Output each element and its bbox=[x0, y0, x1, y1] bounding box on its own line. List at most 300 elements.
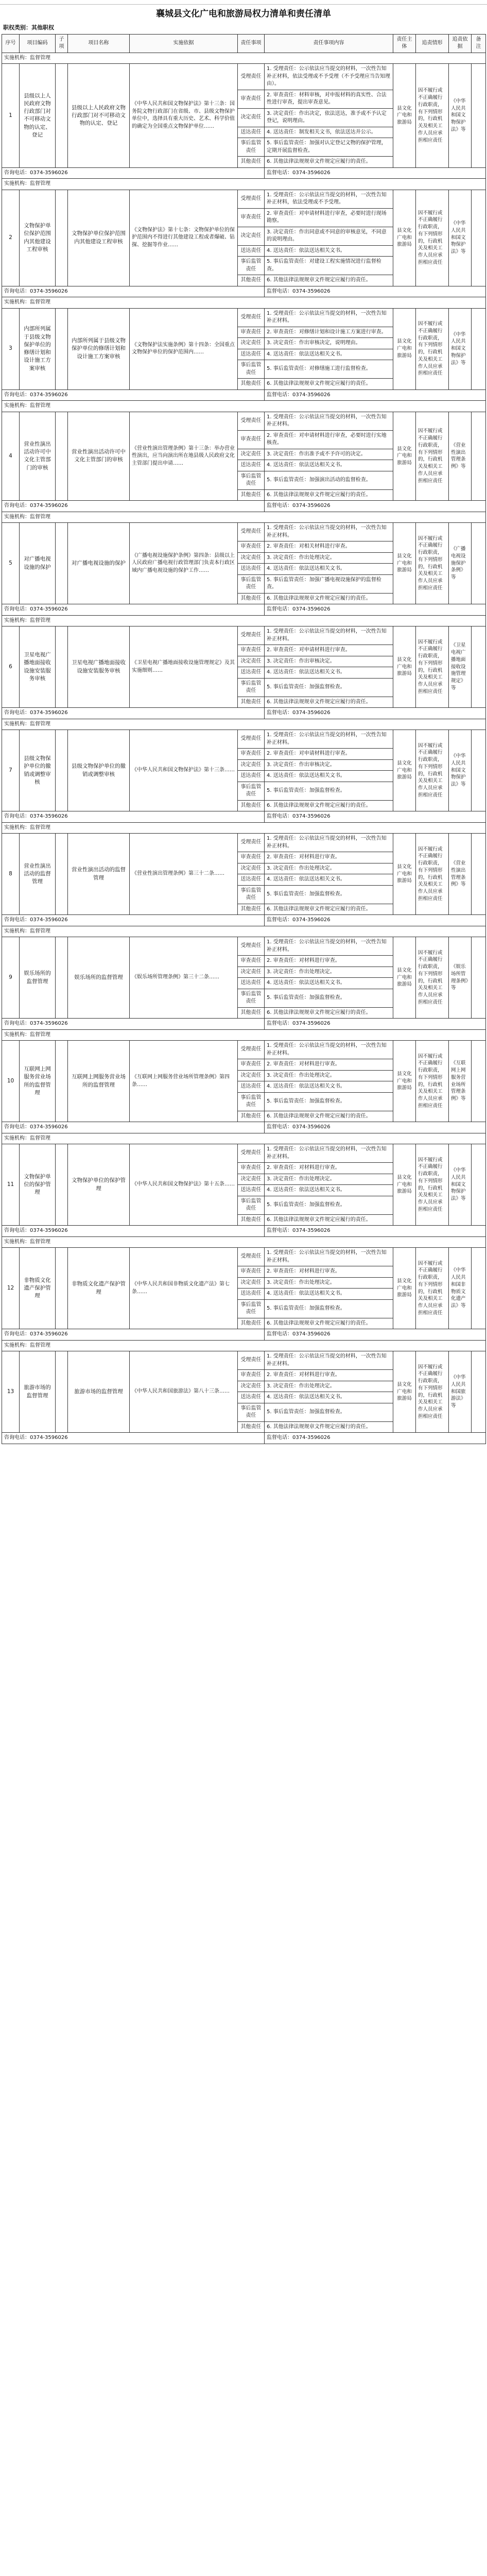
item-title: 县级以上人民政府文物行政部门对不可移动文物的认定、登记 bbox=[68, 64, 130, 168]
item-basis2: 《广播电视设施保护条例》等 bbox=[449, 523, 472, 604]
hotline-cell: 咨询电话：0374-3596026 bbox=[2, 389, 265, 401]
agency-value: 监督管理 bbox=[30, 1135, 50, 1141]
agency-row bbox=[2, 1340, 486, 1351]
item-remark bbox=[472, 523, 486, 604]
table-row bbox=[2, 523, 486, 541]
stage-name: 受理责任 bbox=[238, 834, 265, 852]
stage-text: 5. 事后监管责任：加强监督检查。 bbox=[265, 885, 393, 904]
complaint-cell: 监督电话：0374-3596026 bbox=[265, 604, 486, 616]
stage-name: 其他责任 bbox=[238, 800, 265, 811]
item-sub bbox=[56, 937, 68, 1019]
item-sub bbox=[56, 1248, 68, 1329]
header-subject: 责任主体 bbox=[393, 34, 416, 53]
item-name: 互联网上网服务营业场所的监督管理 bbox=[20, 1041, 56, 1122]
agency-label: 实施机构： bbox=[4, 1342, 30, 1348]
stage-text: 4. 送达责任：依法送达相关文书。 bbox=[265, 667, 393, 679]
stage-text: 1. 受理责任：公示依法应当提交的材料，一次性告知补正材料。 bbox=[265, 1248, 393, 1266]
agency-value: 监督管理 bbox=[30, 617, 50, 623]
item-subject: 县文化广电和旅游局 bbox=[393, 937, 416, 1019]
table-row bbox=[2, 1144, 486, 1163]
stage-text: 1. 受理责任：公示依法应当提交的材料，一次性告知补正材料。 bbox=[265, 1041, 393, 1059]
stage-name: 决定责任 bbox=[238, 1277, 265, 1289]
complaint-cell: 监督电话：0374-3596026 bbox=[265, 286, 486, 297]
stage-name: 送达责任 bbox=[238, 771, 265, 782]
stage-text: 5. 事后监管责任：加强监督检查。 bbox=[265, 1196, 393, 1214]
hotline-cell: 咨询电话：0374-3596026 bbox=[2, 501, 265, 512]
item-name: 内部所列属于县级文物保护单位的修缮计划和设计施工方案审核 bbox=[20, 308, 56, 389]
stage-text: 6. 其他法律法规规章文件规定应履行的责任。 bbox=[265, 1421, 393, 1433]
agency-cell bbox=[2, 822, 486, 834]
complaint-cell: 监督电话：0374-3596026 bbox=[265, 1329, 486, 1341]
stage-text: 6. 其他法律法规规章文件规定应履行的责任。 bbox=[265, 1007, 393, 1019]
stage-name: 其他责任 bbox=[238, 275, 265, 286]
top-rule bbox=[0, 0, 487, 5]
stage-name: 审查责任 bbox=[238, 208, 265, 227]
stage-name: 受理责任 bbox=[238, 523, 265, 541]
item-name: 非物质文化遗产保护管理 bbox=[20, 1248, 56, 1329]
item-seq: 5 bbox=[2, 523, 20, 604]
item-seq: 1 bbox=[2, 64, 20, 168]
stage-text: 1. 受理责任：公示依法应当提交的材料，一次性告知补正材料。 bbox=[265, 412, 393, 430]
header-resp: 责任事项内容 bbox=[265, 34, 393, 53]
table-row bbox=[2, 64, 486, 90]
stage-name: 事后监管责任 bbox=[238, 1299, 265, 1318]
stage-text: 2. 审查责任：对申请材料进行审查。 bbox=[265, 645, 393, 656]
stage-name: 决定责任 bbox=[238, 108, 265, 127]
table-row bbox=[2, 190, 486, 208]
item-title: 娱乐场所的监督管理 bbox=[68, 937, 130, 1019]
item-accountability: 因不履行或不正确履行行政职责，有下列情形的，行政机关及相关工作人员应承担相应责任 bbox=[416, 1144, 449, 1226]
item-accountability: 因不履行或不正确履行行政职责，有下列情形的，行政机关及相关工作人员应承担相应责任 bbox=[416, 190, 449, 286]
stage-name: 其他责任 bbox=[238, 1421, 265, 1433]
hotline-row bbox=[2, 708, 486, 719]
hotline-row bbox=[2, 286, 486, 297]
stage-name: 送达责任 bbox=[238, 460, 265, 471]
stage-text: 2. 审查责任：对修缮计划和设计施工方案进行审查。 bbox=[265, 327, 393, 338]
stage-text: 3. 决定责任：作出审核决定，说明理由。 bbox=[265, 338, 393, 349]
agency-value: 监督管理 bbox=[30, 299, 50, 306]
item-basis2: 《中华人民共和国旅游法》等 bbox=[449, 1351, 472, 1433]
agency-label: 实施机构： bbox=[4, 1031, 30, 1038]
stage-text: 4. 送达责任：依法送达相关文书。 bbox=[265, 1081, 393, 1093]
item-basis2: 《营业性演出管理条例》等 bbox=[449, 834, 472, 915]
agency-cell bbox=[2, 926, 486, 937]
stage-text: 3. 决定责任：作出处理决定。 bbox=[265, 1381, 393, 1392]
item-title: 卫星电视广播地面接收设施安装服务审核 bbox=[68, 626, 130, 708]
item-accountability: 因不履行或不正确履行行政职责，有下列情形的，行政机关及相关工作人员应承担相应责任 bbox=[416, 730, 449, 811]
item-name: 旅游市场的监督管理 bbox=[20, 1351, 56, 1433]
item-name: 县级以上人民政府文物行政部门对不可移动文物的认定、登记 bbox=[20, 64, 56, 168]
table-row bbox=[2, 308, 486, 327]
item-basis2: 《中华人民共和国非物质文化遗产法》等 bbox=[449, 1248, 472, 1329]
stage-name: 审查责任 bbox=[238, 1163, 265, 1174]
stage-name: 事后监管责任 bbox=[238, 360, 265, 379]
item-subject: 县文化广电和旅游局 bbox=[393, 412, 416, 501]
item-basis2: 《娱乐场所管理条例》等 bbox=[449, 937, 472, 1019]
stage-text: 3. 决定责任：作出决定，依法送达，准予或不予认定登记，说明理由。 bbox=[265, 108, 393, 127]
stage-name: 送达责任 bbox=[238, 1392, 265, 1403]
stage-text: 1. 受理责任：公示依法应当提交的材料，一次性告知补正材料。 bbox=[265, 626, 393, 645]
agency-label: 实施机构： bbox=[4, 824, 30, 831]
hotline-row bbox=[2, 389, 486, 401]
item-subject: 县文化广电和旅游局 bbox=[393, 626, 416, 708]
item-basis: 《中华人民共和国旅游法》第八十三条…… bbox=[130, 1351, 238, 1433]
table-row bbox=[2, 730, 486, 749]
complaint-cell: 监督电话：0374-3596026 bbox=[265, 811, 486, 823]
item-seq: 12 bbox=[2, 1248, 20, 1329]
item-sub bbox=[56, 308, 68, 389]
stage-text: 4. 送达责任：依法送达相关文书。 bbox=[265, 245, 393, 257]
stage-text: 2. 审查责任：对申请材料进行审查，必要时进行现场勘察。 bbox=[265, 208, 393, 227]
stage-name: 受理责任 bbox=[238, 64, 265, 90]
hotline-cell: 咨询电话：0374-3596026 bbox=[2, 1329, 265, 1341]
item-name: 文物保护单位的保护管理 bbox=[20, 1144, 56, 1226]
item-accountability: 因不履行或不正确履行行政职责，有下列情形的，行政机关及相关工作人员应承担相应责任 bbox=[416, 834, 449, 915]
header-item-code: 项目编码 bbox=[20, 34, 56, 53]
stage-text: 6. 其他法律法规规章文件规定应履行的责任。 bbox=[265, 489, 393, 501]
stage-name: 受理责任 bbox=[238, 1041, 265, 1059]
hotline-row bbox=[2, 167, 486, 179]
stage-name: 决定责任 bbox=[238, 656, 265, 667]
item-basis: 《中华人民共和国文物保护法》第十五条…… bbox=[130, 1144, 238, 1226]
agency-cell bbox=[2, 719, 486, 730]
stage-name: 审查责任 bbox=[238, 1266, 265, 1278]
stage-name: 送达责任 bbox=[238, 667, 265, 679]
stage-name: 决定责任 bbox=[238, 1381, 265, 1392]
stage-name: 事后监管责任 bbox=[238, 989, 265, 1007]
item-seq: 13 bbox=[2, 1351, 20, 1433]
stage-name: 事后监管责任 bbox=[238, 471, 265, 489]
stage-name: 审查责任 bbox=[238, 1370, 265, 1381]
item-basis: 《卫星电视广播地面接收设施管理规定》及其实施细则…… bbox=[130, 626, 238, 708]
item-basis2: 《中华人民共和国文物保护法》等 bbox=[449, 64, 472, 168]
table-row bbox=[2, 1248, 486, 1266]
stage-name: 审查责任 bbox=[238, 430, 265, 449]
item-remark bbox=[472, 308, 486, 389]
item-accountability: 因不履行或不正确履行行政职责，有下列情形的，行政机关及相关工作人员应承担相应责任 bbox=[416, 937, 449, 1019]
item-title: 文物保护单位的保护管理 bbox=[68, 1144, 130, 1226]
stage-name: 送达责任 bbox=[238, 127, 265, 138]
item-seq: 9 bbox=[2, 937, 20, 1019]
stage-text: 3. 决定责任：作出审核决定。 bbox=[265, 656, 393, 667]
agency-row bbox=[2, 53, 486, 64]
hotline-cell: 咨询电话：0374-3596026 bbox=[2, 915, 265, 926]
header-sub-item: 子项 bbox=[56, 34, 68, 53]
table-row bbox=[2, 1041, 486, 1059]
stage-text: 1. 受理责任：公示依法应当提交的材料，一次性告知补正材料，依法受理或不予受理（不予受理应当告知理由）。 bbox=[265, 64, 393, 90]
hotline-row bbox=[2, 1329, 486, 1341]
item-subject: 县文化广电和旅游局 bbox=[393, 190, 416, 286]
item-accountability: 因不履行或不正确履行行政职责，有下列情形的，行政机关及相关工作人员应承担相应责任 bbox=[416, 1248, 449, 1329]
stage-name: 送达责任 bbox=[238, 874, 265, 886]
item-seq: 2 bbox=[2, 190, 20, 286]
item-basis: 《中华人民共和国非物质文化遗产法》第七条…… bbox=[130, 1248, 238, 1329]
agency-cell bbox=[2, 297, 486, 309]
agency-value: 监督管理 bbox=[30, 1239, 50, 1245]
stage-text: 1. 受理责任：公示依法应当提交的材料，一次性告知补正材料。 bbox=[265, 1144, 393, 1163]
stage-name: 事后监管责任 bbox=[238, 1403, 265, 1421]
item-title: 营业性演出活动的监督管理 bbox=[68, 834, 130, 915]
agency-row bbox=[2, 512, 486, 523]
item-remark bbox=[472, 626, 486, 708]
item-name: 营业性演出活动的监督管理 bbox=[20, 834, 56, 915]
item-basis2: 《营业性演出管理条例》等 bbox=[449, 412, 472, 501]
stage-name: 送达责任 bbox=[238, 245, 265, 257]
stage-name: 受理责任 bbox=[238, 730, 265, 749]
stage-text: 3. 决定责任：作出处理决定。 bbox=[265, 552, 393, 564]
item-subject: 县文化广电和旅游局 bbox=[393, 64, 416, 168]
agency-row bbox=[2, 297, 486, 309]
header-basis: 实施依据 bbox=[130, 34, 238, 53]
stage-text: 3. 决定责任：作出准予或不予许可的决定。 bbox=[265, 449, 393, 460]
stage-text: 6. 其他法律法规规章文件规定应履行的责任。 bbox=[265, 1318, 393, 1329]
item-name: 营业性演出活动许可中文化主管部门的审核 bbox=[20, 412, 56, 501]
stage-text: 2. 审查责任：对申请材料进行审查，必要时进行实地核查。 bbox=[265, 430, 393, 449]
stage-name: 受理责任 bbox=[238, 190, 265, 208]
stage-name: 审查责任 bbox=[238, 327, 265, 338]
stage-name: 决定责任 bbox=[238, 338, 265, 349]
item-basis: 《中华人民共和国文物保护法》第十三条…… bbox=[130, 730, 238, 811]
agency-cell bbox=[2, 615, 486, 626]
item-basis: 《营业性演出管理条例》第三十二条…… bbox=[130, 834, 238, 915]
stage-text: 5. 事后监管责任：加强监督检查。 bbox=[265, 989, 393, 1007]
stage-text: 6. 其他法律法规规章文件规定应履行的责任。 bbox=[265, 1111, 393, 1122]
item-remark bbox=[472, 1144, 486, 1226]
item-remark bbox=[472, 64, 486, 168]
hotline-cell: 咨询电话：0374-3596026 bbox=[2, 286, 265, 297]
agency-label: 实施机构： bbox=[4, 403, 30, 409]
hotline-cell: 咨询电话：0374-3596026 bbox=[2, 1226, 265, 1237]
item-sub bbox=[56, 730, 68, 811]
stage-name: 送达责任 bbox=[238, 1081, 265, 1093]
stage-text: 6. 其他法律法规规章文件规定应履行的责任。 bbox=[265, 157, 393, 168]
table-row bbox=[2, 937, 486, 956]
stage-text: 4. 送达责任：依法送达相关文书。 bbox=[265, 874, 393, 886]
complaint-cell: 监督电话：0374-3596026 bbox=[265, 1122, 486, 1133]
document-title: 襄城县文化广电和旅游局权力清单和责任清单 bbox=[156, 9, 331, 19]
stage-text: 1. 受理责任：公示依法应当提交的材料，一次性告知补正材料。 bbox=[265, 834, 393, 852]
stage-name: 受理责任 bbox=[238, 626, 265, 645]
stage-name: 送达责任 bbox=[238, 564, 265, 575]
stage-text: 4. 送达责任：依法送达相关文书。 bbox=[265, 349, 393, 360]
item-seq: 11 bbox=[2, 1144, 20, 1226]
stage-name: 审查责任 bbox=[238, 852, 265, 863]
hotline-row bbox=[2, 915, 486, 926]
agency-row bbox=[2, 615, 486, 626]
stage-text: 5. 事后监管责任：对建设工程实施情况进行监督检查。 bbox=[265, 257, 393, 275]
hotline-cell: 咨询电话：0374-3596026 bbox=[2, 1433, 265, 1444]
hotline-cell: 咨询电话：0374-3596026 bbox=[2, 1019, 265, 1030]
item-name: 对广播电视设施的保护 bbox=[20, 523, 56, 604]
item-accountability: 因不履行或不正确履行行政职责，有下列情形的，行政机关及相关工作人员应承担相应责任 bbox=[416, 1351, 449, 1433]
item-seq: 8 bbox=[2, 834, 20, 915]
item-remark bbox=[472, 1041, 486, 1122]
stage-name: 受理责任 bbox=[238, 1248, 265, 1266]
item-basis2: 《中华人民共和国文物保护法》等 bbox=[449, 190, 472, 286]
stage-text: 3. 决定责任：作出处理决定。 bbox=[265, 1070, 393, 1081]
stage-text: 1. 受理责任：公示依法应当提交的材料，一次性告知补正材料，依法受理或不予受理。 bbox=[265, 190, 393, 208]
stage-name: 其他责任 bbox=[238, 379, 265, 390]
stage-text: 3. 决定责任：作出处理决定。 bbox=[265, 1174, 393, 1185]
stage-text: 5. 事后监管责任：加强监督检查。 bbox=[265, 1092, 393, 1111]
stage-name: 决定责任 bbox=[238, 863, 265, 874]
item-title: 非物质文化遗产保护管理 bbox=[68, 1248, 130, 1329]
item-accountability: 因不履行或不正确履行行政职责，有下列情形的，行政机关及相关工作人员应承担相应责任 bbox=[416, 64, 449, 168]
stage-text: 1. 受理责任：公示依法应当提交的材料，一次性告知补正材料。 bbox=[265, 523, 393, 541]
stage-name: 审查责任 bbox=[238, 645, 265, 656]
stage-text: 5. 事后监管责任：加强监督检查。 bbox=[265, 782, 393, 800]
table-row bbox=[2, 1351, 486, 1370]
stage-name: 其他责任 bbox=[238, 489, 265, 501]
stage-name: 受理责任 bbox=[238, 308, 265, 327]
item-title: 内部所列属于县级文物保护单位的修缮计划和设计施工方案审核 bbox=[68, 308, 130, 389]
hotline-cell: 咨询电话：0374-3596026 bbox=[2, 811, 265, 823]
stage-text: 2. 审查责任：对材料进行审查。 bbox=[265, 956, 393, 967]
stage-text: 3. 决定责任：作出处理决定。 bbox=[265, 863, 393, 874]
item-name: 娱乐场所的监督管理 bbox=[20, 937, 56, 1019]
stage-name: 送达责任 bbox=[238, 1185, 265, 1196]
stage-name: 决定责任 bbox=[238, 552, 265, 564]
stage-text: 2. 审查责任：对材料进行审查。 bbox=[265, 1370, 393, 1381]
item-sub bbox=[56, 523, 68, 604]
item-seq: 10 bbox=[2, 1041, 20, 1122]
complaint-cell: 监督电话：0374-3596026 bbox=[265, 708, 486, 719]
item-remark bbox=[472, 834, 486, 915]
stage-text: 5. 事后监管责任：加强监督检查。 bbox=[265, 1299, 393, 1318]
stage-text: 6. 其他法律法规规章文件规定应履行的责任。 bbox=[265, 697, 393, 708]
agency-label: 实施机构： bbox=[4, 181, 30, 187]
stage-text: 5. 事后监管责任：加强演出活动的监督检查。 bbox=[265, 471, 393, 489]
stage-name: 其他责任 bbox=[238, 904, 265, 915]
header-item-name: 项目名称 bbox=[68, 34, 130, 53]
agency-row bbox=[2, 719, 486, 730]
item-sub bbox=[56, 1351, 68, 1433]
complaint-cell: 监督电话：0374-3596026 bbox=[265, 1019, 486, 1030]
stage-text: 4. 送达责任：依法送达相关文书。 bbox=[265, 771, 393, 782]
stage-name: 送达责任 bbox=[238, 978, 265, 989]
stage-name: 其他责任 bbox=[238, 1007, 265, 1019]
item-subject: 县文化广电和旅游局 bbox=[393, 730, 416, 811]
agency-value: 监督管理 bbox=[30, 514, 50, 520]
stage-name: 决定责任 bbox=[238, 967, 265, 978]
table-body bbox=[2, 53, 486, 1444]
agency-value: 监督管理 bbox=[30, 928, 50, 934]
item-remark bbox=[472, 412, 486, 501]
stage-name: 决定责任 bbox=[238, 227, 265, 245]
agency-label: 实施机构： bbox=[4, 514, 30, 520]
item-title: 文物保护单位保护范围内其他建设工程审核 bbox=[68, 190, 130, 286]
stage-name: 其他责任 bbox=[238, 1318, 265, 1329]
agency-cell bbox=[2, 401, 486, 412]
item-name: 卫星电视广播地面接收设施安装服务审核 bbox=[20, 626, 56, 708]
agency-row bbox=[2, 179, 486, 190]
stage-name: 审查责任 bbox=[238, 956, 265, 967]
stage-text: 4. 送达责任：依法送达相关文书。 bbox=[265, 1289, 393, 1300]
agency-value: 监督管理 bbox=[30, 1342, 50, 1348]
item-basis2: 《中华人民共和国文物保护法》等 bbox=[449, 730, 472, 811]
item-name: 县级文物保护单位的撤销或调整审核 bbox=[20, 730, 56, 811]
stage-name: 事后监管责任 bbox=[238, 1196, 265, 1214]
stage-text: 4. 送达责任：依法送达相关文书。 bbox=[265, 460, 393, 471]
header-accountability: 追责情形 bbox=[416, 34, 449, 53]
item-sub bbox=[56, 1144, 68, 1226]
item-subject: 县文化广电和旅游局 bbox=[393, 308, 416, 389]
hotline-row bbox=[2, 811, 486, 823]
agency-value: 监督管理 bbox=[30, 824, 50, 831]
stage-name: 决定责任 bbox=[238, 1070, 265, 1081]
stage-text: 2. 审查责任：对材料进行审查。 bbox=[265, 1266, 393, 1278]
agency-row bbox=[2, 1029, 486, 1041]
stage-text: 3. 决定责任：作出审核决定。 bbox=[265, 759, 393, 771]
agency-label: 实施机构： bbox=[4, 617, 30, 623]
stage-text: 6. 其他法律法规规章文件规定应履行的责任。 bbox=[265, 1214, 393, 1226]
stage-name: 送达责任 bbox=[238, 1289, 265, 1300]
item-basis: 《中华人民共和国文物保护法》第十三条：国务院文物行政部门在省级、市、县级文物保护单位中，选择具有重大历史、艺术、科学价值的确定为全国重点文物保护单位…… bbox=[130, 64, 238, 168]
hotline-cell: 咨询电话：0374-3596026 bbox=[2, 604, 265, 616]
stage-text: 6. 其他法律法规规章文件规定应履行的责任。 bbox=[265, 800, 393, 811]
agency-label: 实施机构： bbox=[4, 299, 30, 306]
item-basis: 《营业性演出管理条例》第十三条：举办营业性演出，应当向演出所在地县级人民政府文化主管部门提出申请…… bbox=[130, 412, 238, 501]
stage-text: 1. 受理责任：公示依法应当提交的材料，一次性告知补正材料。 bbox=[265, 1351, 393, 1370]
stage-name: 受理责任 bbox=[238, 1144, 265, 1163]
hotline-cell: 咨询电话：0374-3596026 bbox=[2, 708, 265, 719]
stage-name: 决定责任 bbox=[238, 449, 265, 460]
stage-name: 送达责任 bbox=[238, 349, 265, 360]
stage-text: 2. 审查责任：对相关材料进行审查。 bbox=[265, 541, 393, 553]
stage-text: 3. 决定责任：作出处理决定。 bbox=[265, 1277, 393, 1289]
item-title: 旅游市场的监督管理 bbox=[68, 1351, 130, 1433]
item-remark bbox=[472, 937, 486, 1019]
item-basis2: 《中华人民共和国文物保护法》等 bbox=[449, 1144, 472, 1226]
agency-cell bbox=[2, 179, 486, 190]
item-basis: 《文物保护法实施条例》第十四条：全国重点文物保护单位的保护范围内…… bbox=[130, 308, 238, 389]
header-remark: 备注 bbox=[472, 34, 486, 53]
item-title: 县级文物保护单位的撤销或调整审核 bbox=[68, 730, 130, 811]
stage-name: 事后监管责任 bbox=[238, 678, 265, 697]
item-accountability: 因不履行或不正确履行行政职责，有下列情形的，行政机关及相关工作人员应承担相应责任 bbox=[416, 308, 449, 389]
complaint-cell: 监督电话：0374-3596026 bbox=[265, 1433, 486, 1444]
agency-label: 实施机构： bbox=[4, 55, 30, 61]
agency-value: 监督管理 bbox=[30, 181, 50, 187]
stage-text: 2. 审查责任：材料审核，对申报材料的真实性、合法性进行审查，提出审查意见。 bbox=[265, 90, 393, 108]
item-accountability: 因不履行或不正确履行行政职责，有下列情形的，行政机关及相关工作人员应承担相应责任 bbox=[416, 626, 449, 708]
item-remark bbox=[472, 190, 486, 286]
item-basis2: 《卫星电视广播地面接收设施管理规定》等 bbox=[449, 626, 472, 708]
stage-text: 6. 其他法律法规规章文件规定应履行的责任。 bbox=[265, 593, 393, 604]
item-seq: 7 bbox=[2, 730, 20, 811]
item-title: 营业性演出活动许可中文化主管部门的审核 bbox=[68, 412, 130, 501]
stage-text: 5. 事后监管责任：对修缮施工进行监督检查。 bbox=[265, 360, 393, 379]
stage-text: 4. 送达责任：依法送达相关文书。 bbox=[265, 1392, 393, 1403]
item-remark bbox=[472, 1248, 486, 1329]
hotline-row bbox=[2, 1019, 486, 1030]
item-basis: 《广播电视设施保护条例》第四条：县级以上人民政府广播电视行政管理部门负责本行政区域内广播电视设施的保护工作…… bbox=[130, 523, 238, 604]
table-row bbox=[2, 834, 486, 852]
table-header-row bbox=[2, 34, 486, 53]
item-remark bbox=[472, 730, 486, 811]
agency-row bbox=[2, 1236, 486, 1248]
stage-text: 5. 事后监管责任：加强监督检查。 bbox=[265, 1403, 393, 1421]
stage-text: 4. 送达责任：依法送达相关文书。 bbox=[265, 564, 393, 575]
hotline-row bbox=[2, 1122, 486, 1133]
stage-name: 审查责任 bbox=[238, 541, 265, 553]
stage-text: 2. 审查责任：对材料进行审查。 bbox=[265, 1059, 393, 1071]
stage-name: 事后监管责任 bbox=[238, 782, 265, 800]
agency-cell bbox=[2, 53, 486, 64]
item-sub bbox=[56, 412, 68, 501]
category-label: 职权类别：其他职权 bbox=[3, 24, 54, 31]
item-sub bbox=[56, 834, 68, 915]
